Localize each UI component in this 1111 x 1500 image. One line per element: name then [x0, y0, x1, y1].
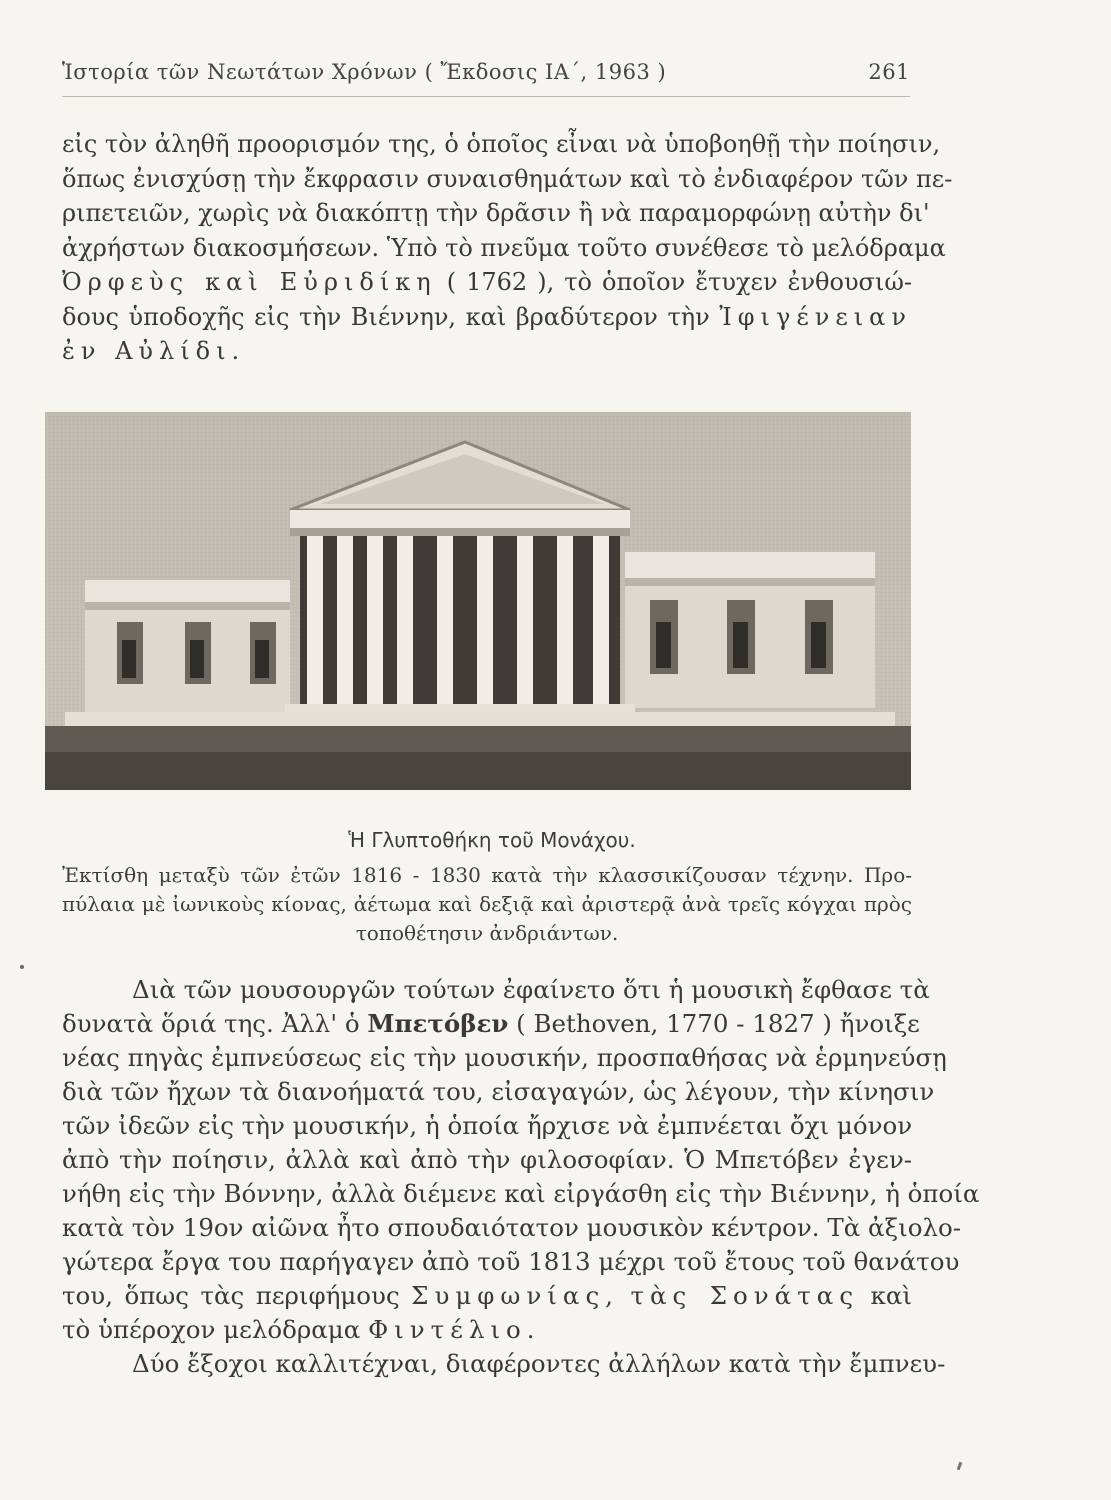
paper-speck	[957, 1462, 963, 1471]
work-title-iphigenia: Ἰφιγένειαν	[719, 302, 912, 331]
paragraph-1	[62, 127, 953, 369]
work-title-symphonies: Συμφωνίας,	[411, 1281, 619, 1310]
paragraph-2-line-3: νέας πηγὰς ἐμπνεύσεως εἰς τὴν μουσικήν, προσπαθήσας νὰ ἑρμηνεύσῃ	[62, 1043, 947, 1072]
paragraph-2-line-10	[62, 1279, 912, 1313]
margin-mark	[20, 965, 24, 969]
right-wing	[625, 552, 875, 708]
paragraph-1-line-6	[62, 300, 912, 335]
glyptothek-photo	[45, 412, 911, 790]
paragraph-2-line-11-start: τὸ ὑπέροχον μελόδραμα	[62, 1315, 361, 1344]
paragraph-1-line-1: εἰς τὸν ἀληθῆ προορισμόν της, ὁ ὁποῖος εἶναι νὰ ὑποβοηθῇ τὴν ποίησιν,	[62, 130, 941, 158]
work-title-fidelio: Φιντέλιο.	[368, 1315, 541, 1344]
paragraph-2-line-2-end: ( Bethoven, 1770 - 1827 ) ἤνοιξε	[516, 1009, 920, 1038]
photo-caption	[62, 826, 912, 948]
caption-line-1: Ἐκτίσθη μεταξὺ τῶν ἐτῶν 1816 - 1830 κατὰ τὴν κλασσικίζουσαν τέχνην. Προ-	[62, 863, 912, 887]
paragraph-1-line-4: ἀχρήστων διακοσμήσεων. Ὑπὸ τὸ πνεῦμα τοῦτο συνέθεσε τὸ μελόδραμα	[62, 233, 946, 262]
paragraph-2-line-1: Διὰ τῶν μουσουργῶν τούτων ἐφαίνετο ὅτι ἡ μουσικὴ ἔφθασε τὰ	[132, 975, 930, 1004]
terrace	[65, 712, 895, 726]
paragraph-2-line-2-start: δυνατὰ ὅριά της. Ἀλλ' ὁ	[62, 1009, 360, 1038]
running-head-title: Ἱστορία τῶν Νεωτάτων Χρόνων ( Ἔκδοσις ΙΑ΄, 1963 )	[62, 60, 667, 84]
paragraph-2-line-8: κατὰ τὸν 19ον αἰῶνα ἦτο σπουδαιότατον μουσικὸν κέντρον. Τὰ ἀξιολο-	[62, 1213, 962, 1242]
running-head	[62, 60, 910, 92]
paragraph-2-line-6: ἀπὸ τὴν ποίησιν, ἀλλὰ καὶ ἀπὸ τὴν φιλοσοφίαν. Ὁ Μπετόβεν ἐγεν-	[62, 1145, 912, 1174]
foreground-shadow	[45, 752, 911, 790]
paragraph-2	[62, 973, 980, 1381]
paragraph-1-line-2: ὅπως ἐνισχύσῃ τὴν ἔκφρασιν συναισθημάτων καὶ τὸ ἐνδιαφέρον τῶν πε-	[62, 164, 953, 193]
paragraph-1-line-7	[62, 334, 912, 369]
paragraph-2-line-9: γώτερα ἔργα του παρήγαγεν ἀπὸ τοῦ 1813 μέχρι τοῦ ἔτους τοῦ θανάτου	[62, 1247, 960, 1276]
paragraph-1-line-5	[62, 265, 912, 300]
paragraph-1-line-3: ριπετειῶν, χωρὶς νὰ διακόπτῃ τὴν δρᾶσιν ἢ νὰ παραμορφώνῃ αὐτὴν δι'	[62, 199, 930, 227]
header-rule	[62, 96, 910, 97]
paragraph-2-line-10-start: του, ὅπως τὰς περιφήμους	[62, 1281, 400, 1310]
paragraph-2-line-2	[62, 1007, 920, 1041]
caption-line-3: τοποθέτησιν ἀνδριάντων.	[355, 921, 619, 945]
paragraph-2-line-11	[62, 1313, 912, 1347]
paragraph-1-line-6-start: δους ὑποδοχῆς εἰς τὴν Βιέννην, καὶ βραδύτερον τὴν	[62, 302, 710, 331]
paragraph-2-line-5: τῶν ἰδεῶν εἰς τὴν μουσικήν, ἡ ὁποία ἤρχισε νὰ ἐμπνέεται ὄχι μόνον	[62, 1111, 913, 1140]
caption-title: Ἡ Γλυπτοθήκη τοῦ Μονάχου.	[348, 828, 636, 852]
work-title-orpheus: Ὀρφεὺς καὶ Εὐριδίκη	[62, 268, 437, 296]
composer-name-beethoven: Μπετόβεν	[367, 1009, 509, 1038]
paragraph-2-line-4: διὰ τῶν ἤχων τὰ διανοήματά του, εἰσαγαγών, ὡς λέγουν, τὴν κίνησιν	[62, 1077, 935, 1106]
page-number: 261	[868, 60, 910, 84]
work-title-iphigenia-end: ἐν Αὐλίδι.	[62, 337, 246, 365]
paragraph-1-line-5-rest: ( 1762 ), τὸ ὁποῖον ἔτυχεν ἐνθουσιώ-	[446, 268, 913, 296]
work-title-sonatas: τὰς Σονάτας	[630, 1281, 860, 1310]
paragraph-2-line-7: νήθη εἰς τὴν Βόννην, ἀλλὰ διέμενε καὶ εἰργάσθη εἰς τὴν Βιέννην, ἡ ὁποία	[62, 1179, 980, 1208]
glyptothek-illustration	[45, 412, 911, 790]
paragraph-3-line-1: Δύο ἔξοχοι καλλιτέχναι, διαφέροντες ἀλλήλων κατὰ τὴν ἔμπνευ-	[132, 1349, 946, 1378]
paragraph-2-line-10-end: καὶ	[870, 1281, 912, 1310]
caption-line-2: πύλαια μὲ ἰωνικοὺς κίονας, ἀέτωμα καὶ δεξιᾷ καὶ ἀριστερᾷ ἀνὰ τρεῖς κόγχαι πρὸς	[62, 892, 912, 916]
left-wing	[85, 580, 290, 712]
